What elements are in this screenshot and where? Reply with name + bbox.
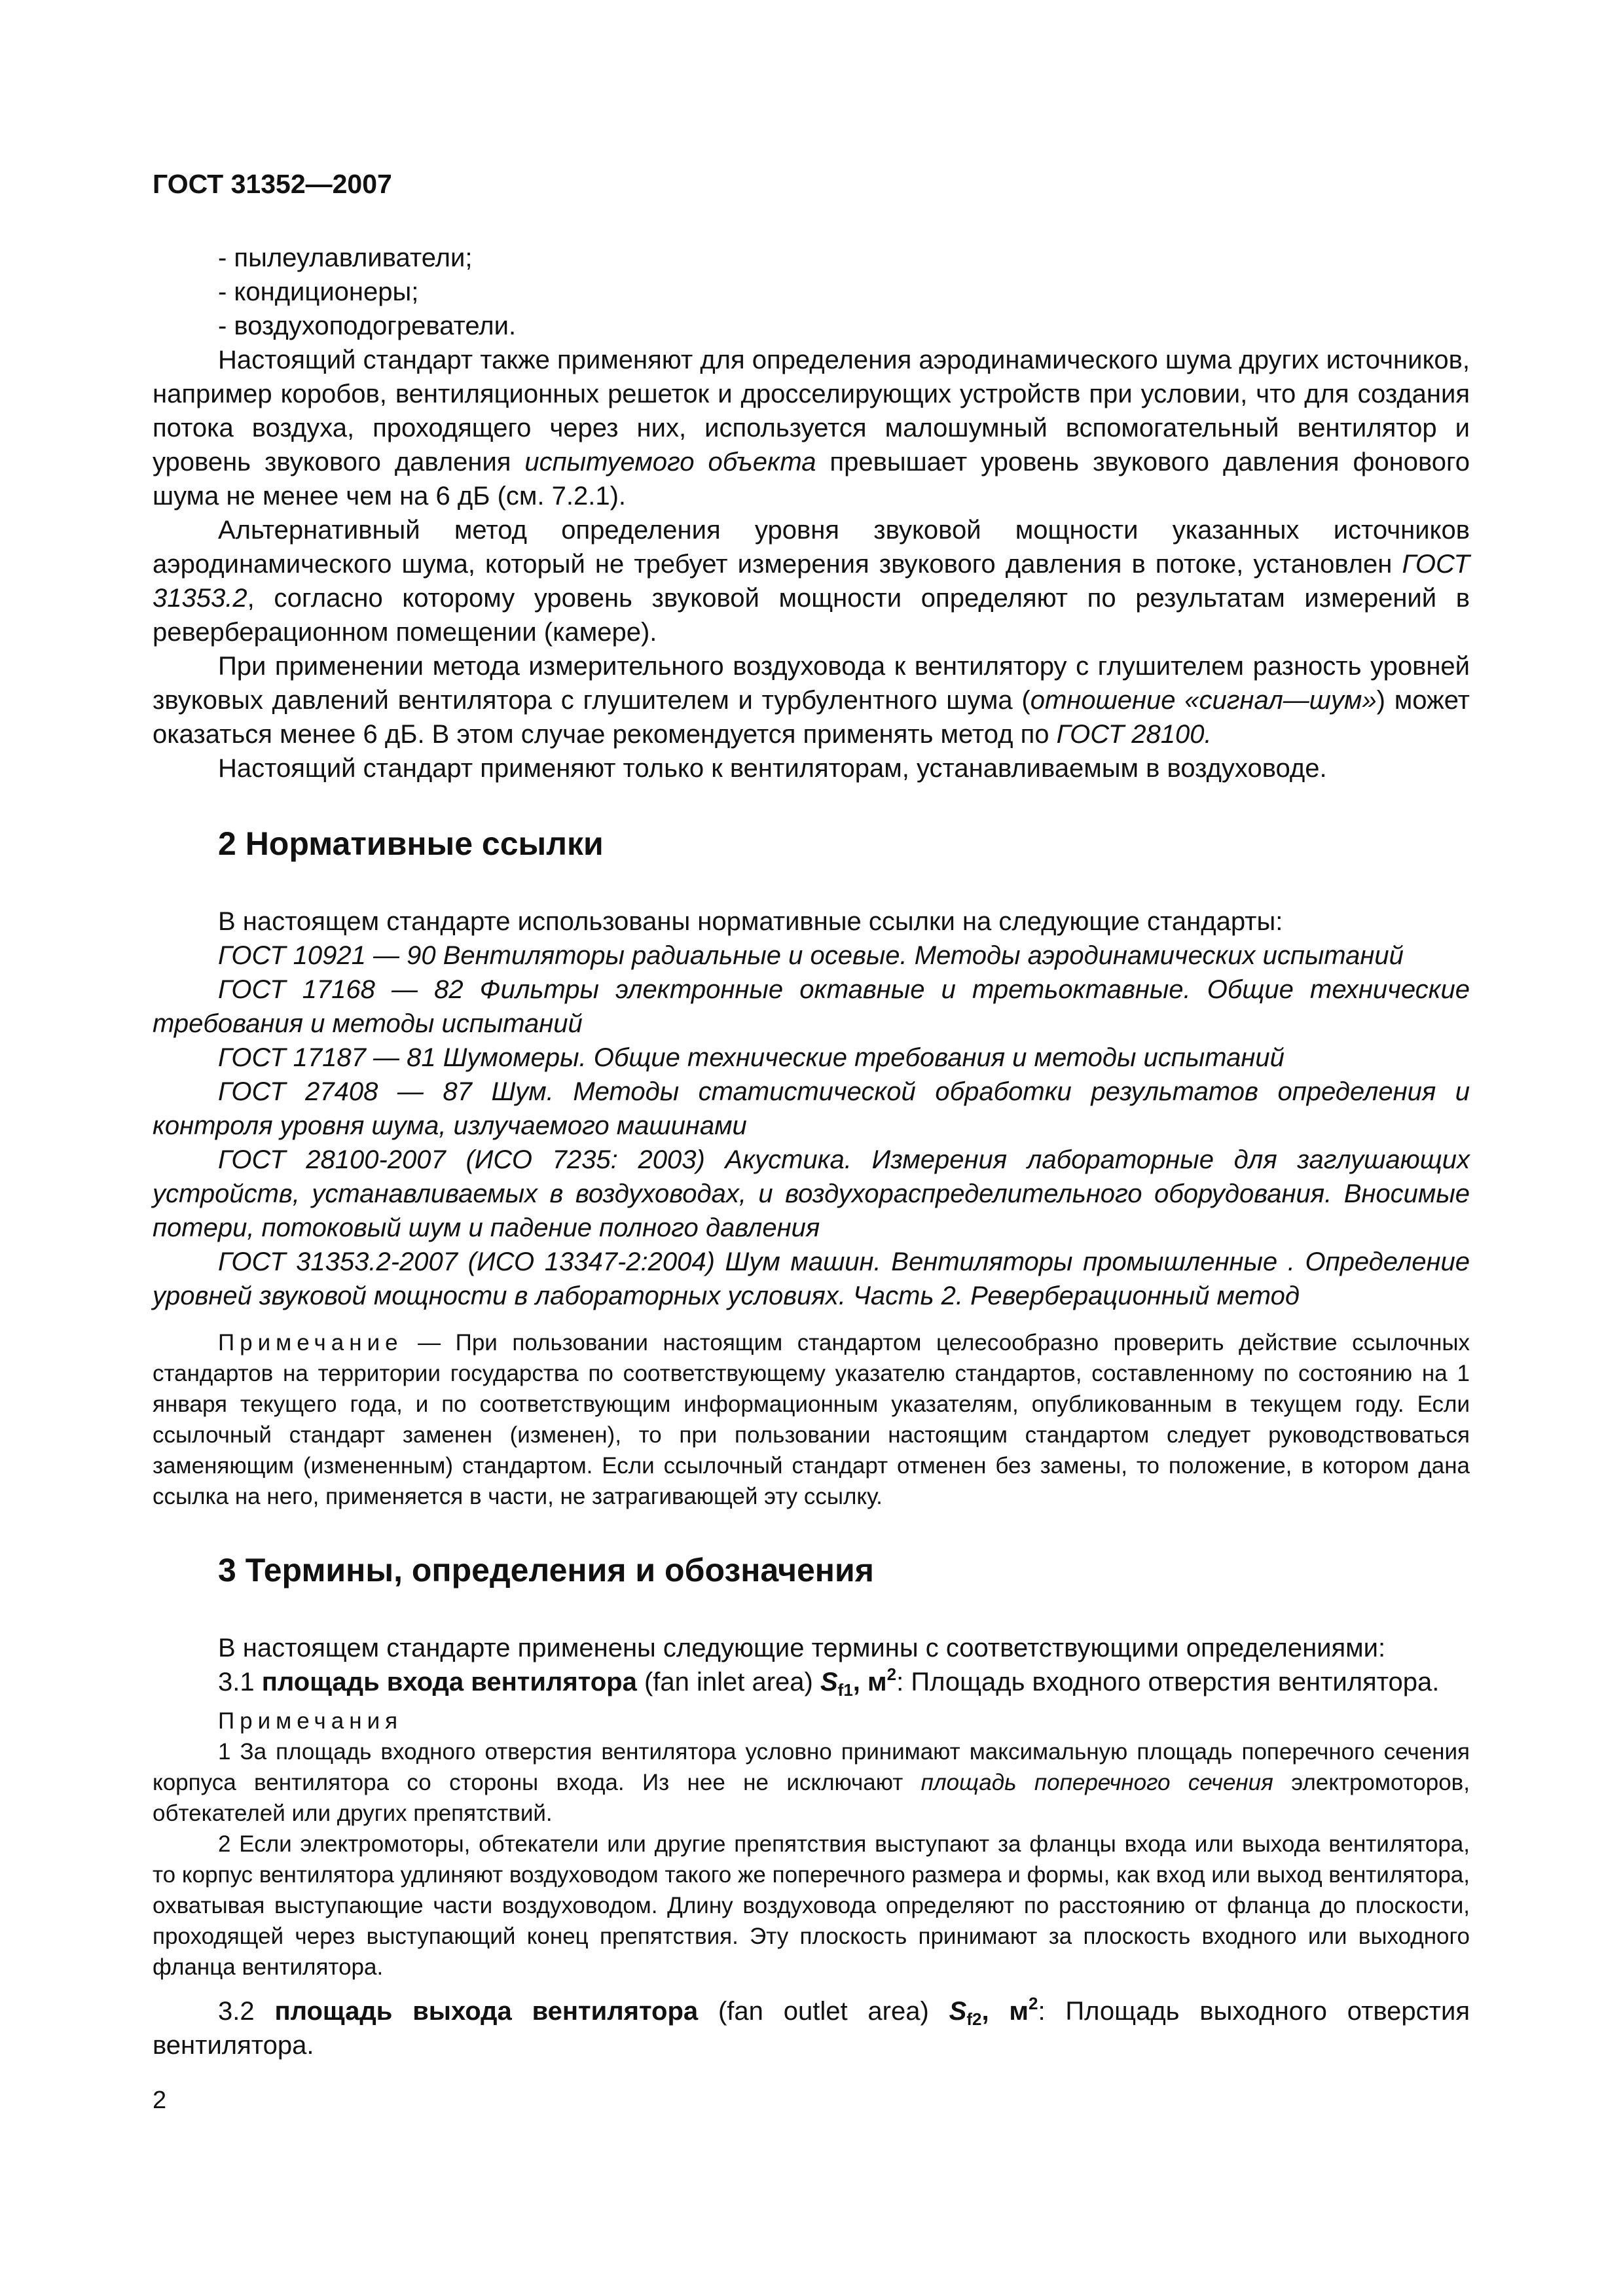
reference-item: ГОСТ 10921 — 90 Вентиляторы радиальные и осевые. Методы аэродинамических испытаний bbox=[218, 941, 1404, 970]
term-note-1: 1 За площадь входного отверстия вентилятора условно принимают максимальную площадь поперечного сечения корпуса вентилятора со стороны входа. Из нее не исключают площадь поперечного сечения электромоторов, обтекателей или других препятствий. bbox=[153, 1739, 1470, 1826]
paragraph-scope-other-sources: Настоящий стандарт также применяют для определения аэродинамического шума других источников, например коробов, вентиляционных решеток и дросселирующих устройств при условии, что для создания потока воздуха, проходящего через них, используется малошумный вспомогательный вентилятор и уровень звукового давления испытуемого объекта превышает уровень звукового давления фонового шума не менее чем на 6 дБ (см. 7.2.1). bbox=[153, 346, 1470, 511]
page-number: 2 bbox=[153, 2087, 167, 2114]
term-fan-outlet-area: 3.2 площадь выхода вентилятора (fan outlet area) $S_{f2}$, $м^2$: Площадь выходного отверстия вентилятора. bbox=[153, 1994, 1470, 2060]
note-label: Примечание bbox=[218, 1330, 403, 1355]
reference-item: ГОСТ 31353.2-2007 (ИСО 13347-2:2004) Шум машин. Вентиляторы промышленные . Определение уровней звуковой мощности в лабораторных условиях. Часть 2. Реверберационный метод bbox=[153, 1247, 1470, 1310]
section-heading-terms: 3 Термины, определения и обозначения bbox=[218, 1552, 874, 1588]
list-item: - кондиционеры; bbox=[218, 278, 419, 306]
paragraph-references-intro: В настоящем стандарте использованы нормативные ссылки на следующие стандарты: bbox=[218, 907, 1283, 936]
section-heading-normative-references: 2 Нормативные ссылки bbox=[218, 825, 604, 862]
reference-item: ГОСТ 28100-2007 (ИСО 7235: 2003) Акустика. Измерения лабораторные для заглушающих устройств, устанавливаемых в воздуховодах, и воздухораспределительного оборудования. Вносимые потери, потоковый шум и падение полного давления bbox=[153, 1145, 1470, 1242]
reference-item: ГОСТ 27408 — 87 Шум. Методы статистической обработки результатов определения и контроля уровня шума, излучаемого машинами bbox=[153, 1077, 1470, 1140]
term-fan-inlet-area: 3.1 площадь входа вентилятора (fan inlet area) $S_{f1}$, $м^2$: Площадь входного отверстия вентилятора. bbox=[218, 1664, 1440, 1700]
paragraph-alternative-method: Альтернативный метод определения уровня звуковой мощности указанных источников аэродинамического шума, который не требует измерения звукового давления в потоке, установлен ГОСТ 31353.2, согласно которому уровень звуковой мощности определяют по результатам измерений в реверберационном помещении (камере). bbox=[153, 516, 1470, 647]
paragraph-silencer-method: При применении метода измерительного воздуховода к вентилятору с глушителем разность уровней звуковых давлений вентилятора с глушителем и турбулентного шума (отношение «сигнал—шум») может оказаться менее 6 дБ. В этом случае рекомендуется применять метод по ГОСТ 28100. bbox=[153, 652, 1470, 749]
notes-heading: Примечания bbox=[218, 1708, 403, 1734]
term-note-2: 2 Если электромоторы, обтекатели или другие препятствия выступают за фланцы входа или выхода вентилятора, то корпус вентилятора удлиняют воздуховодом такого же поперечного размера и формы, как вход или выход вентилятора, охватывая выступающие части воздуховодом. Длину воздуховода определяют по расстоянию от фланца до плоскости, проходящей через выступающий конец препятствия. Эту плоскость принимают за плоскость входного или выходного фланца вентилятора. bbox=[153, 1831, 1470, 1980]
list-item: - пылеулавливатели; bbox=[218, 243, 473, 272]
list-item: - воздухоподогреватели. bbox=[218, 312, 517, 340]
reference-item: ГОСТ 17168 — 82 Фильтры электронные октавные и третьоктавные. Общие технические требования и методы испытаний bbox=[153, 975, 1470, 1038]
reference-item: ГОСТ 17187 — 81 Шумомеры. Общие технические требования и методы испытаний bbox=[218, 1043, 1285, 1072]
document-header: ГОСТ 31352—2007 bbox=[153, 169, 392, 199]
paragraph-terms-intro: В настоящем стандарте применены следующие термины с соответствующими определениями: bbox=[218, 1634, 1386, 1662]
paragraph-ducted-fans: Настоящий стандарт применяют только к вентиляторам, устанавливаемым в воздуховоде. bbox=[218, 754, 1327, 783]
document-body bbox=[153, 241, 1470, 2062]
references-note: Примечание — При пользовании настоящим стандартом целесообразно проверить действие ссылочных стандартов на территории государства по соответствующему указателю стандартов, составленному по состоянию на 1 января текущего года, и по соответствующим информационным указателям, опубликованным в текущем году. Если ссылочный стандарт заменен (изменен), то при пользовании настоящим стандартом следует руководствоваться заменяющим (измененным) стандартом. Если ссылочный стандарт отменен без замены, то положение, в котором дана ссылка на него, применяется в части, не затрагивающей эту ссылку. bbox=[153, 1330, 1470, 1509]
